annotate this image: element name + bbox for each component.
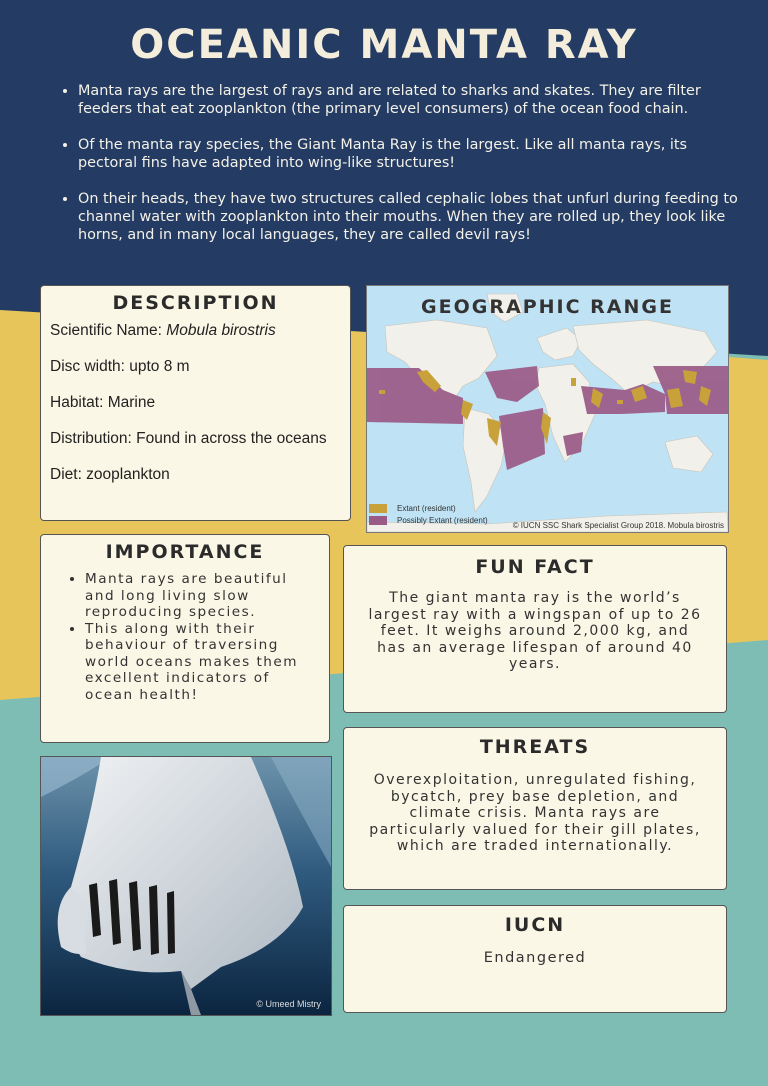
habitat: Habitat: Marine: [50, 394, 156, 411]
importance-point: • Manta rays are beautiful and long living slow reproducing species.: [85, 571, 313, 621]
threats-heading: THREATS: [479, 736, 591, 758]
threats-text: Overexploitation, unregulated fishing, bycatch, prey base depletion, and climate crisis. Manta rays are particularly valued for their gill plates, which are traded internationally.: [369, 772, 701, 854]
scientific-name-label: Scientific Name:: [50, 322, 167, 339]
map-credit: © IUCN SSC Shark Specialist Group 2018. Mobula birostris: [512, 521, 724, 530]
distribution: Distribution: Found in across the oceans: [50, 430, 327, 447]
scientific-name: [50, 322, 350, 340]
fun-fact-heading: FUN FACT: [475, 556, 595, 578]
legend-extant-swatch: [369, 504, 387, 513]
iucn-card: [343, 905, 727, 1013]
threats-card: [343, 727, 727, 890]
fun-fact-text: The giant manta ray is the world’s largest ray with a wingspan of up to 26 feet. It weighs around 2,000 kg, and has an average lifespan of around 40 years.: [368, 590, 702, 672]
description-card: [40, 285, 351, 521]
intro-point: • On their heads, they have two structures called cephalic lobes that unfurl during feeding to channel water with zooplankton into their mouths. When they are rolled up, they look like horns, and in many local languages, they are called devil rays!: [78, 190, 738, 244]
geographic-range-map: [366, 285, 729, 533]
geographic-range-heading: GEOGRAPHIC RANGE: [421, 296, 674, 318]
iucn-status: Endangered: [483, 950, 587, 966]
intro-point: • Manta rays are the largest of rays and are related to sharks and skates. They are filter feeders that eat zooplankton (the primary level consumers) of the ocean food chain.: [78, 82, 738, 118]
importance-point: • This along with their behaviour of traversing world oceans makes them excellent indicators of ocean health!: [85, 621, 313, 704]
legend-extant: [369, 504, 456, 513]
legend-possibly-swatch: [369, 516, 387, 525]
description-heading: DESCRIPTION: [112, 292, 279, 314]
legend-possibly-label: Possibly Extant (resident): [397, 516, 488, 525]
legend-possibly-extant: [369, 516, 488, 525]
photo-credit: © Umeed Mistry: [256, 999, 321, 1009]
manta-ray-photo: [40, 756, 332, 1016]
legend-extant-label: Extant (resident): [397, 504, 456, 513]
scientific-name-value: Mobula birostris: [166, 322, 276, 339]
fun-fact-card: [343, 545, 727, 713]
world-map: [367, 286, 728, 532]
diet: Diet: zooplankton: [50, 466, 170, 483]
iucn-heading: IUCN: [504, 914, 566, 936]
intro-list: [58, 82, 738, 262]
intro-point: • Of the manta ray species, the Giant Manta Ray is the largest. Like all manta rays, its pectoral fins have adapted into wing-like structures!: [78, 136, 738, 172]
disc-width: Disc width: upto 8 m: [50, 358, 190, 375]
importance-heading: IMPORTANCE: [105, 541, 265, 563]
page-title: OCEANIC MANTA RAY: [130, 22, 638, 68]
importance-card: [40, 534, 330, 743]
importance-list: [67, 571, 313, 703]
manta-ray-illustration: [41, 757, 331, 1015]
